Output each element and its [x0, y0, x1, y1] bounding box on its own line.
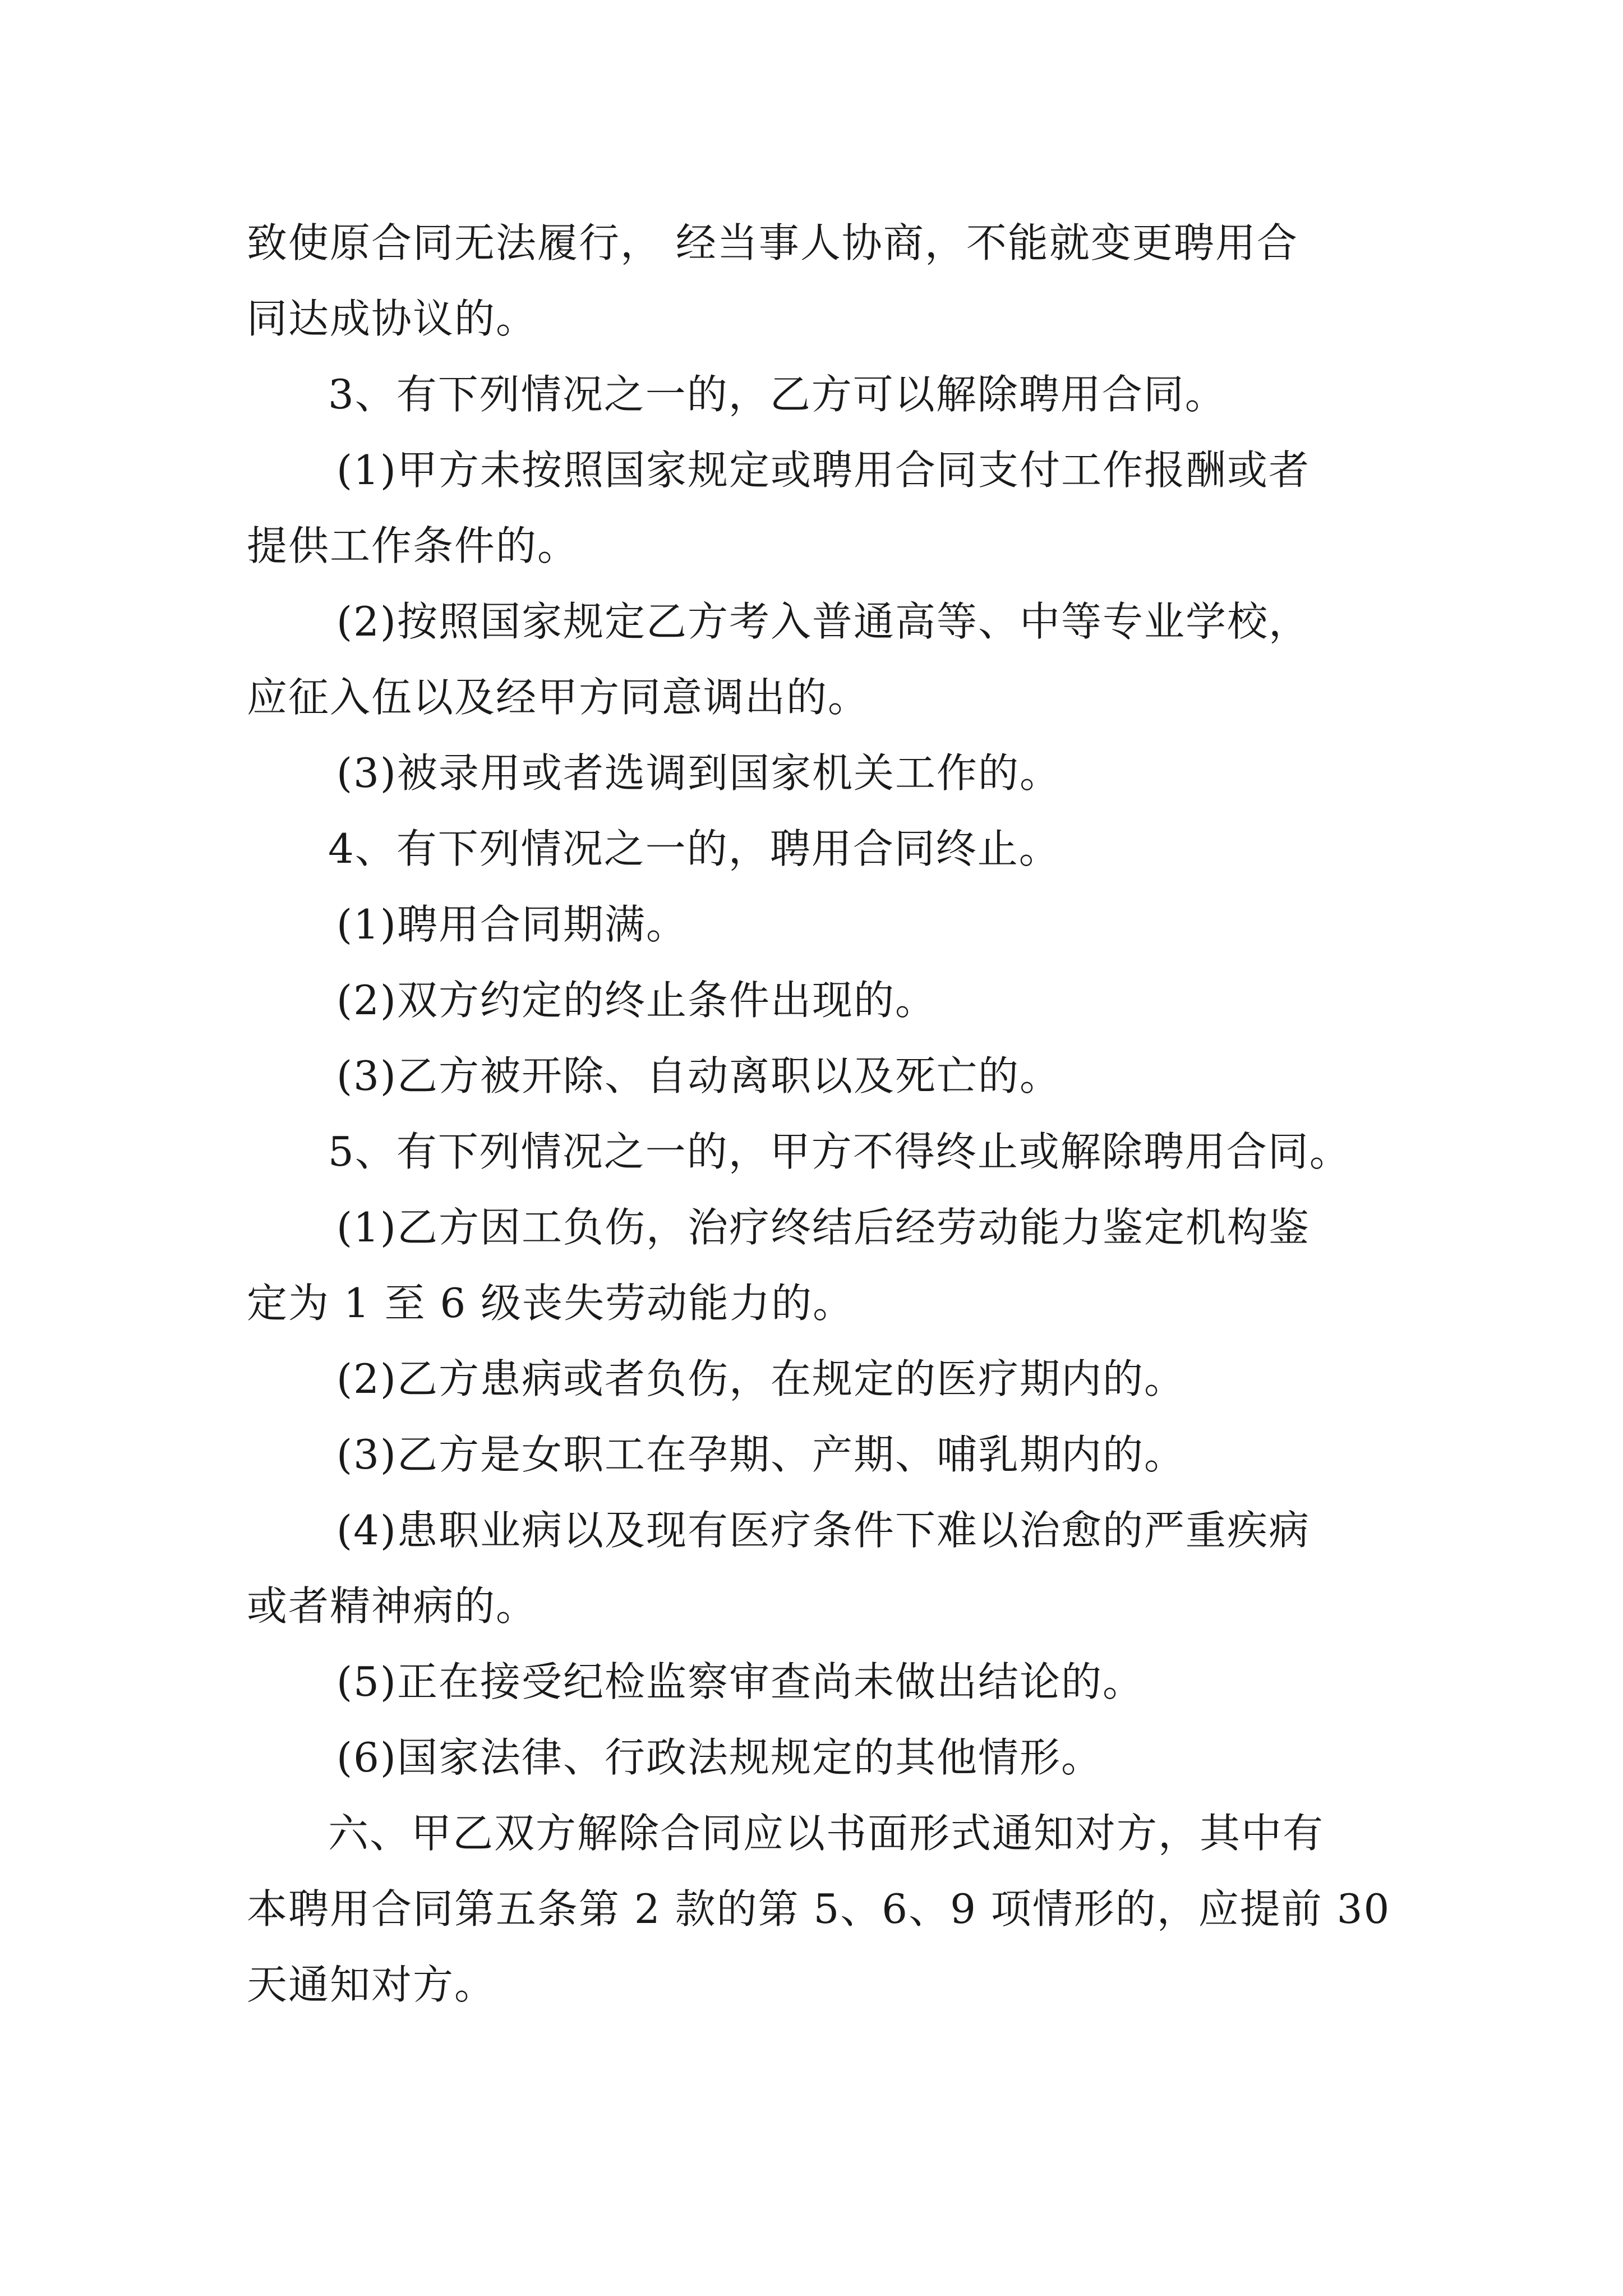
text-line: 提供工作条件的。: [247, 522, 579, 569]
text-line: 应征入伍以及经甲方同意调出的。: [247, 674, 870, 721]
text-line: 本聘用合同第五条第 2 款的第 5、6、9 项情形的，应提前 30: [247, 1885, 1391, 1932]
text-line: 定为 1 至 6 级丧失劳动能力的。: [247, 1280, 855, 1327]
list-item: (1)甲方未按照国家规定或聘用合同支付工作报酬或者: [336, 447, 1310, 494]
text-line: 天通知对方。: [247, 1961, 496, 2008]
list-item: (6)国家法律、行政法规规定的其他情形。: [336, 1734, 1103, 1781]
clause-3-heading: 3、有下列情况之一的，乙方可以解除聘用合同。: [328, 371, 1227, 418]
list-item: (2)双方约定的终止条件出现的。: [336, 977, 937, 1024]
list-item: (4)患职业病以及现有医疗条件下难以治愈的严重疾病: [336, 1507, 1310, 1554]
text-line: 同达成协议的。: [247, 295, 538, 342]
clause-4-heading: 4、有下列情况之一的，聘用合同终止。: [328, 825, 1061, 872]
list-item: (5)正在接受纪检监察审查尚未做出结论的。: [336, 1658, 1144, 1705]
list-item: (1)聘用合同期满。: [336, 901, 688, 948]
clause-5-heading: 5、有下列情况之一的，甲方不得终止或解除聘用合同。: [328, 1128, 1351, 1175]
section-6-paragraph: 六、甲乙双方解除合同应以书面形式通知对方，其中有: [328, 1810, 1325, 1857]
list-item: (3)乙方是女职工在孕期、产期、哺乳期内的。: [336, 1431, 1186, 1478]
text-line: 或者精神病的。: [247, 1582, 538, 1630]
list-item: (1)乙方因工负伤，治疗终结后经劳动能力鉴定机构鉴: [336, 1204, 1310, 1251]
text-line: 致使原合同无法履行， 经当事人协商，不能就变更聘用合: [247, 219, 1298, 266]
list-item: (2)按照国家规定乙方考入普通高等、中等专业学校，: [336, 598, 1310, 645]
list-item: (3)被录用或者选调到国家机关工作的。: [336, 749, 1061, 797]
list-item: (3)乙方被开除、自动离职以及死亡的。: [336, 1052, 1061, 1099]
list-item: (2)乙方患病或者负伤，在规定的医疗期内的。: [336, 1355, 1186, 1402]
